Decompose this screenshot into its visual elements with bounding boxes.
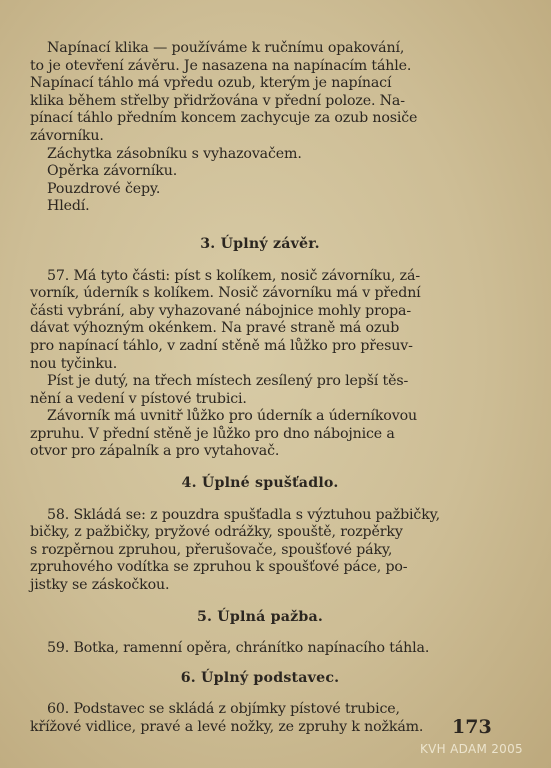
text-line: zpruhu. V přední stěně je lůžko pro dno nábojnice a xyxy=(30,425,395,442)
list-item: Pouzdrové čepy. xyxy=(47,180,161,197)
text-line: s rozpěrnou zpruhou, přerušovače, spoušťové páky, xyxy=(30,541,393,558)
list-item: Opěrka závorníku. xyxy=(47,163,178,180)
paragraph-bolt xyxy=(30,408,490,461)
section-heading: 3. Úplný závěr. xyxy=(200,235,320,252)
text-line: to je otevření závěru. Je nasazena na napínacím táhle. xyxy=(30,57,412,74)
list-item: Záchytka zásobníku s vyhazovačem. xyxy=(47,145,302,162)
text-line: Píst je dutý, na třech místech zesílený pro lepší těs- xyxy=(47,373,409,390)
list-item: Hledí. xyxy=(47,198,90,215)
paragraph-58 xyxy=(30,507,490,595)
text-line: pro napínací táhlo, v zadní stěně má lůžko pro přesuv- xyxy=(30,337,413,354)
paragraph-60 xyxy=(30,701,490,736)
section-heading: 4. Úplné spušťadlo. xyxy=(181,475,339,492)
text-line: vorník, úderník s kolíkem. Nosič závorníku má v přední xyxy=(30,285,421,302)
text-line: části vybrání, aby vyhazované nábojnice mohly propa- xyxy=(30,302,411,319)
text-line: 60. Podstavec se skládá z objímky pístové trubice, xyxy=(47,701,400,718)
text-line: 59. Botka, ramenní opěra, chránítko napínacího táhla. xyxy=(47,640,430,657)
paragraph-59 xyxy=(30,640,490,658)
text-line: Závorník má uvnitř lůžko pro úderník a úderníkovou xyxy=(47,408,417,425)
intro-paragraph xyxy=(30,40,490,146)
text-line: Napínací klika — používáme k ručnímu opakování, xyxy=(47,40,405,56)
text-line: nou tyčinku. xyxy=(30,355,118,372)
text-line: bičky, z pažbičky, pryžové odrážky, spouště, rozpěrky xyxy=(30,524,403,541)
text-line: klika během střelby přidržována v přední poloze. Na- xyxy=(30,92,405,109)
text-line: 57. Má tyto části: píst s kolíkem, nosič závorníku, zá- xyxy=(47,267,420,284)
paragraph-57 xyxy=(30,268,490,374)
parts-list xyxy=(30,146,490,216)
book-page xyxy=(30,40,490,737)
text-line: pínací táhlo předním koncem zachycuje za ozub nosiče xyxy=(30,110,418,127)
text-line: jistky se záskočkou. xyxy=(30,577,170,594)
text-line: dávat výhozným okénkem. Na pravé straně má ozub xyxy=(30,320,400,337)
text-line: otvor pro zápalník a pro vytahovač. xyxy=(30,443,280,460)
paragraph-piston xyxy=(30,373,490,408)
section-heading: 6. Úplný podstavec. xyxy=(180,669,340,686)
text-line: nění a vedení v pístové trubici. xyxy=(30,390,247,407)
text-line: závorníku. xyxy=(30,127,104,144)
page-number: 173 xyxy=(452,716,492,738)
text-line: 58. Skládá se: z pouzdra spušťadla s výztuhou pažbičky, xyxy=(47,506,441,523)
text-line: zpruhového vodítka se zpruhou k spoušťové páce, po- xyxy=(30,559,408,576)
text-line: Napínací táhlo má vpředu ozub, kterým je napínací xyxy=(30,75,392,92)
text-line: křížové vidlice, pravé a levé nožky, ze zpruhy k nožkám. xyxy=(30,719,424,735)
watermark: KVH ADAM 2005 xyxy=(420,742,523,756)
section-heading: 5. Úplná pažba. xyxy=(196,608,324,625)
